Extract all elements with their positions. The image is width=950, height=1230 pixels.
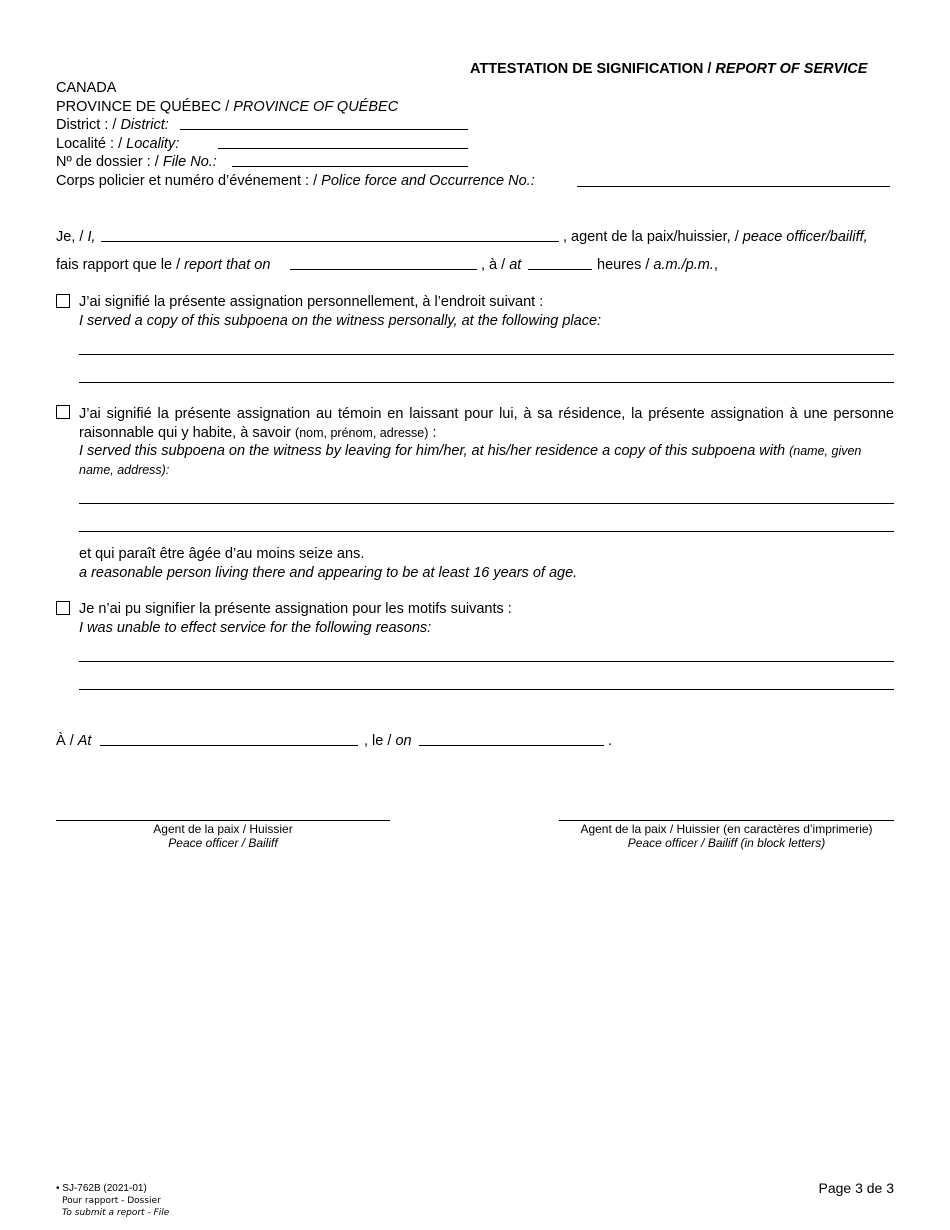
police-occurrence-label: Corps policier et numéro d’événement : / Police force and Occurrence No.: bbox=[56, 173, 535, 189]
option3-label-en: I was unable to effect service for the following reasons: bbox=[79, 620, 432, 636]
country-label: CANADA bbox=[56, 80, 117, 96]
file-number-field[interactable] bbox=[232, 166, 468, 167]
option1-line-1[interactable] bbox=[79, 354, 894, 355]
option1-label-fr: J’ai signifié la présente assignation personnellement, à l’endroit suivant : bbox=[79, 294, 544, 310]
copy-destination-fr: Pour rapport - Dossier bbox=[62, 1196, 161, 1206]
option2-label-fr: J’ai signifié la présente assignation au témoin en laissant pour lui, à sa résidence, la présente assignation à une personne raisonnable qui y habite, à savoir (nom, prénom, adresse) : bbox=[79, 406, 894, 441]
option2-age-en: a reasonable person living there and appearing to be at least 16 years of age. bbox=[79, 565, 578, 581]
date-label: , le / on bbox=[364, 733, 412, 749]
option2-line-2[interactable] bbox=[79, 531, 894, 532]
option2-checkbox[interactable] bbox=[56, 405, 70, 419]
file-number-label: Nº de dossier : / File No.: bbox=[56, 154, 217, 170]
option3-line-1[interactable] bbox=[79, 661, 894, 662]
option2-age-fr: et qui paraît être âgée d’au moins seize ans. bbox=[79, 546, 365, 562]
page-number: Page 3 de 3 bbox=[818, 1180, 894, 1196]
signature-left-fr: Agent de la paix / Huissier bbox=[153, 822, 293, 836]
at-label: , à / at bbox=[481, 257, 522, 273]
signature-right-fr: Agent de la paix / Huissier (en caractères d’imprimerie) bbox=[580, 822, 873, 836]
report-time-field[interactable] bbox=[528, 269, 592, 270]
place-field[interactable] bbox=[100, 745, 358, 746]
form-title: ATTESTATION DE SIGNIFICATION / REPORT OF SERVICE bbox=[470, 61, 868, 77]
signature-right-en: Peace officer / Bailiff (in block letters) bbox=[627, 836, 826, 850]
option2-line-1[interactable] bbox=[79, 503, 894, 504]
district-label: District : / District: bbox=[56, 117, 169, 133]
option1-label-en: I served a copy of this subpoena on the witness personally, at the following place: bbox=[79, 313, 602, 329]
form-code: • SJ-762B (2021-01) bbox=[56, 1183, 147, 1194]
locality-field[interactable] bbox=[218, 148, 468, 149]
agent-label: , agent de la paix/huissier, / peace officer/bailiff, bbox=[563, 229, 868, 245]
locality-label: Localité : / Locality: bbox=[56, 136, 180, 152]
police-occurrence-field[interactable] bbox=[577, 186, 890, 187]
option1-line-2[interactable] bbox=[79, 382, 894, 383]
option2-label-en: I served this subpoena on the witness by leaving for him/her, at his/her residence a copy of this subpoena with (name, given name, address): bbox=[79, 443, 862, 477]
report-date-label: fais rapport que le / report that on bbox=[56, 257, 271, 273]
option3-checkbox[interactable] bbox=[56, 601, 70, 615]
signature-line-left[interactable] bbox=[56, 820, 390, 821]
district-field[interactable] bbox=[180, 129, 468, 130]
province-label: PROVINCE DE QUÉBEC / PROVINCE OF QUÉBEC bbox=[56, 99, 399, 115]
option3-line-2[interactable] bbox=[79, 689, 894, 690]
place-label: À / At bbox=[56, 733, 92, 749]
copy-destination-en: To submit a report - File bbox=[62, 1208, 170, 1218]
date-field[interactable] bbox=[419, 745, 604, 746]
report-date-field[interactable] bbox=[290, 269, 477, 270]
signature-left-en: Peace officer / Bailiff bbox=[168, 836, 278, 850]
je-label: Je, / I, bbox=[56, 229, 96, 245]
officer-name-field[interactable] bbox=[101, 241, 559, 242]
option3-label-fr: Je n’ai pu signifier la présente assignation pour les motifs suivants : bbox=[79, 601, 512, 617]
option1-checkbox[interactable] bbox=[56, 294, 70, 308]
signature-line-right[interactable] bbox=[559, 820, 894, 821]
hours-label: heures / a.m./p.m., bbox=[597, 257, 718, 273]
date-period: . bbox=[608, 733, 613, 749]
